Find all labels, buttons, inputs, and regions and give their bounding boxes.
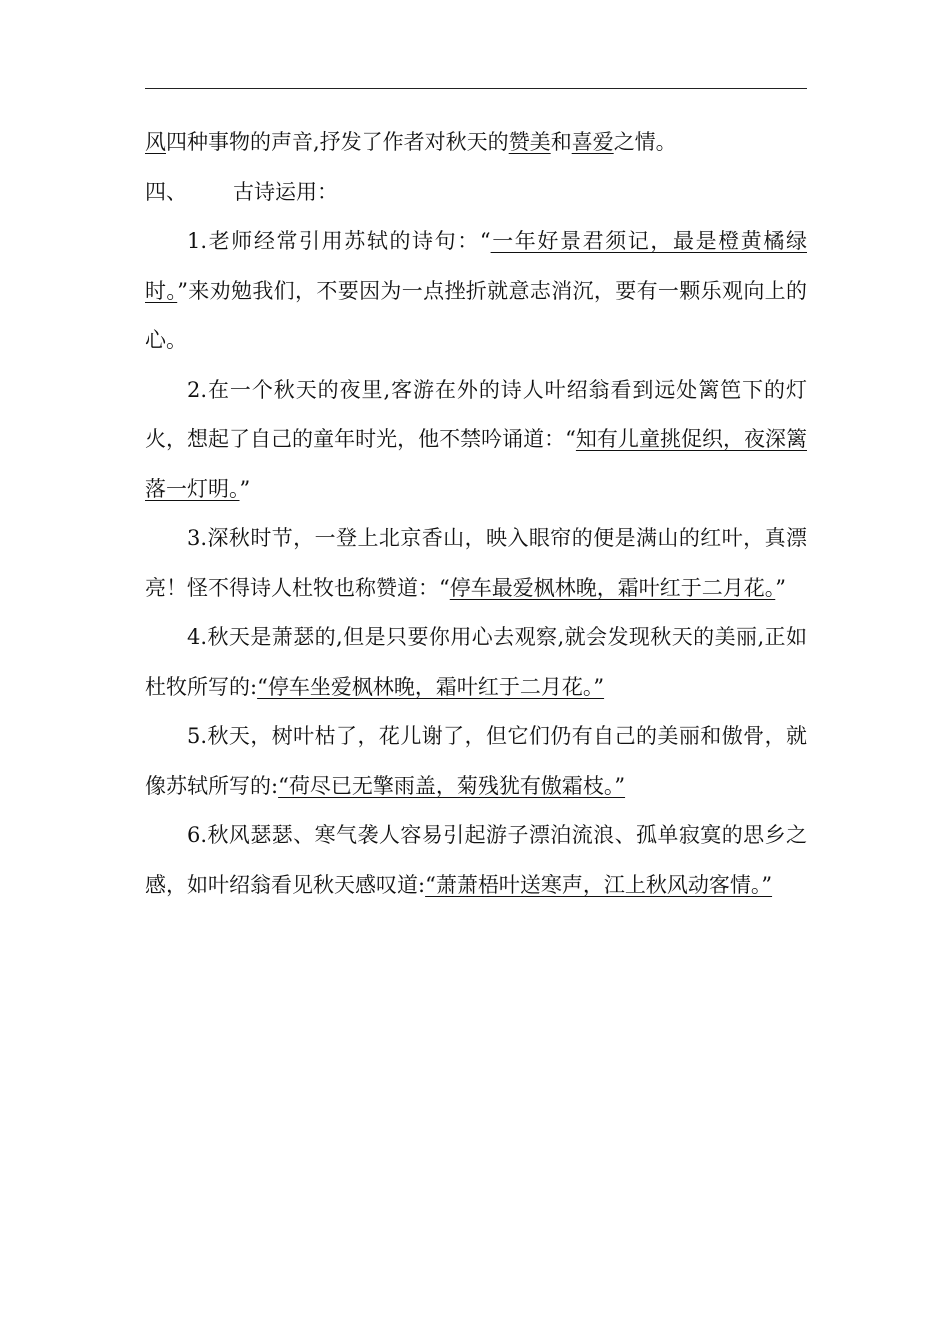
item-number: 3. bbox=[187, 526, 208, 550]
answer-blank: 喜爱 bbox=[571, 130, 614, 154]
item-text: 深秋时节，一登上北京香山，映入眼帘的便是满山的红叶，真漂亮！怪不得诗人杜牧也称赞道：“ bbox=[145, 526, 807, 600]
question-item-6 bbox=[145, 811, 807, 910]
question-item-1 bbox=[145, 217, 807, 366]
item-text: 老师经常引用苏轼的诗句：“ bbox=[207, 229, 491, 253]
item-answer: 知有儿童挑促织，夜深篱落一灯明。 bbox=[145, 427, 807, 501]
intro-text: 和 bbox=[550, 130, 572, 154]
item-answer: “荷尽已无擎雨盖，菊残犹有傲霜枝。” bbox=[278, 773, 626, 798]
section-number: 四、 bbox=[145, 179, 187, 204]
section-title: 古诗运用： bbox=[233, 179, 338, 204]
item-answer: 一年好景君须记，最是橙黄橘绿时。 bbox=[145, 229, 807, 303]
item-text: 秋天是萧瑟的,但是只要你用心去观察,就会发现秋天的美丽,正如杜牧所写的: bbox=[145, 625, 807, 699]
item-answer: “萧萧梧叶送寒声，江上秋风动客情。” bbox=[425, 872, 773, 897]
item-text: 在一个秋天的夜里,客游在外的诗人叶绍翁看到远处篱笆下的灯火，想起了自己的童年时光，他不禁吟诵道：“ bbox=[145, 377, 807, 451]
item-answer: 停车最爱枫林晚，霜叶红于二月花。 bbox=[449, 575, 776, 600]
item-text: 秋天，树叶枯了，花儿谢了，但它们仍有自己的美丽和傲骨，就像苏轼所写的: bbox=[145, 724, 807, 798]
intro-paragraph bbox=[145, 118, 807, 168]
item-number: 5. bbox=[187, 724, 208, 748]
answer-blank: 风 bbox=[145, 130, 166, 154]
item-text: 秋风瑟瑟、寒气袭人容易引起游子漂泊流浪、孤单寂寞的思乡之感，如叶绍翁看见秋天感叹道: bbox=[145, 823, 807, 897]
document-body bbox=[145, 118, 807, 910]
item-number: 2. bbox=[187, 377, 208, 402]
item-number: 6. bbox=[187, 823, 208, 847]
answer-blank: 赞美 bbox=[508, 130, 551, 154]
question-item-3 bbox=[145, 514, 807, 613]
item-text: ” bbox=[775, 575, 786, 600]
question-item-2 bbox=[145, 366, 807, 515]
question-item-4 bbox=[145, 613, 807, 712]
item-number: 4. bbox=[187, 625, 208, 649]
item-number: 1. bbox=[187, 229, 208, 253]
question-item-5 bbox=[145, 712, 807, 811]
item-answer: “停车坐爱枫林晚，霜叶红于二月花。” bbox=[257, 674, 605, 699]
section-heading bbox=[145, 168, 807, 218]
item-text: ”来劝勉我们，不要因为一点挫折就意志消沉，要有一颗乐观向上的心。 bbox=[145, 278, 808, 352]
item-text: ” bbox=[239, 476, 251, 501]
intro-text: 之情。 bbox=[613, 130, 677, 154]
intro-text: 四种事物的声音,抒发了作者对秋天的 bbox=[166, 130, 509, 154]
header-rule bbox=[145, 88, 807, 89]
